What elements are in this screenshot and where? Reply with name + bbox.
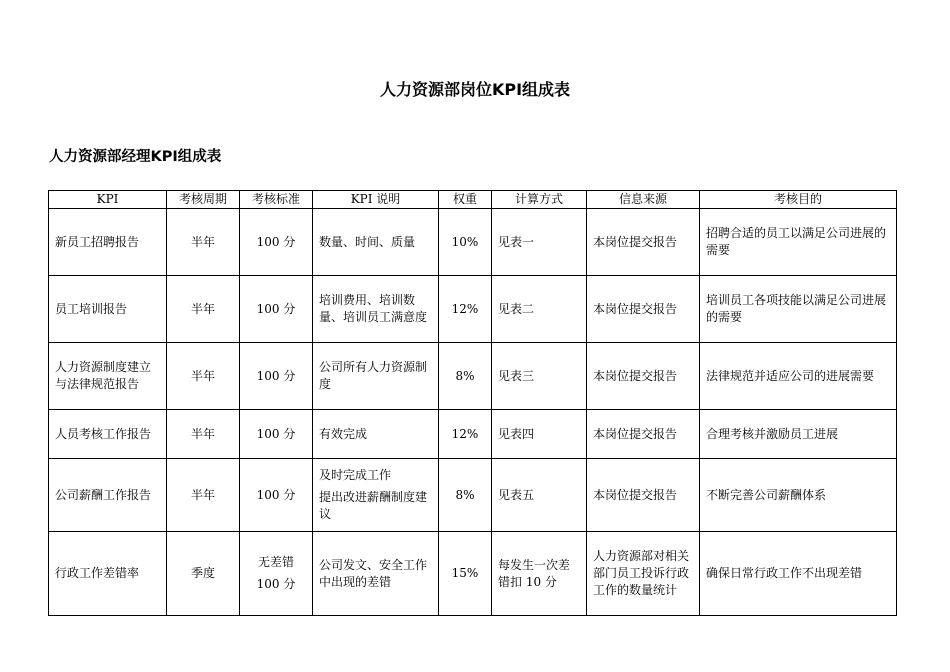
cell-purpose: 不断完善公司薪酬体系 (700, 459, 897, 532)
header-standard: 考核标准 (240, 191, 313, 209)
table-header-row (49, 191, 897, 209)
description-line: 及时完成工作 (319, 468, 392, 482)
cell-standard (240, 532, 313, 616)
cell-period: 半年 (167, 459, 240, 532)
cell-period: 半年 (167, 209, 240, 276)
cell-purpose: 招聘合适的员工以满足公司进展的需要 (700, 209, 897, 276)
cell-kpi: 公司薪酬工作报告 (49, 459, 167, 532)
table-row (49, 209, 897, 276)
description-line: 提出改进薪酬制度建议 (319, 490, 428, 521)
header-weight: 权重 (439, 191, 492, 209)
description-line: 公司所有人力资源制度 (319, 360, 428, 391)
cell-kpi: 新员工招聘报告 (49, 209, 167, 276)
header-description: KPI 说明 (313, 191, 439, 209)
cell-source: 本岗位提交报告 (587, 276, 700, 343)
cell-purpose: 确保日常行政工作不出现差错 (700, 532, 897, 616)
cell-kpi: 行政工作差错率 (49, 532, 167, 616)
description-line: 有效完成 (319, 426, 368, 441)
table-row (49, 410, 897, 459)
cell-method: 见表四 (492, 410, 587, 459)
cell-standard (240, 276, 313, 343)
cell-source: 人力资源部对相关部门员工投诉行政工作的数量统计 (587, 532, 700, 616)
standard-line: 100 分 (256, 234, 296, 249)
header-source: 信息来源 (587, 191, 700, 209)
cell-method: 见表二 (492, 276, 587, 343)
table-row (49, 343, 897, 410)
standard-line: 100 分 (256, 368, 296, 383)
cell-standard (240, 209, 313, 276)
cell-source: 本岗位提交报告 (587, 209, 700, 276)
cell-standard (240, 343, 313, 410)
cell-description (313, 532, 439, 616)
cell-method: 每发生一次差错扣 10 分 (492, 532, 587, 616)
cell-kpi: 员工培训报告 (49, 276, 167, 343)
cell-weight: 8% (439, 343, 492, 410)
standard-line: 100 分 (256, 577, 296, 591)
section-title: 人力资源部经理KPI组成表 (49, 149, 222, 165)
cell-period: 半年 (167, 276, 240, 343)
cell-source: 本岗位提交报告 (587, 343, 700, 410)
cell-purpose: 合理考核并激励员工进展 (700, 410, 897, 459)
cell-method: 见表三 (492, 343, 587, 410)
cell-purpose: 培训员工各项技能以满足公司进展的需要 (700, 276, 897, 343)
cell-purpose: 法律规范并适应公司的进展需要 (700, 343, 897, 410)
cell-standard (240, 410, 313, 459)
cell-source: 本岗位提交报告 (587, 459, 700, 532)
cell-period: 季度 (167, 532, 240, 616)
standard-line: 100 分 (256, 301, 296, 316)
cell-description (313, 276, 439, 343)
cell-description (313, 459, 439, 532)
cell-period: 半年 (167, 410, 240, 459)
header-kpi: KPI (49, 191, 167, 209)
header-purpose: 考核目的 (700, 191, 897, 209)
description-line: 培训费用、培训数量、培训员工满意度 (319, 293, 428, 324)
cell-weight: 10% (439, 209, 492, 276)
header-period: 考核周期 (167, 191, 240, 209)
cell-description (313, 410, 439, 459)
cell-weight: 15% (439, 532, 492, 616)
cell-weight: 12% (439, 410, 492, 459)
table-row (49, 276, 897, 343)
description-line: 数量、时间、质量 (319, 234, 416, 249)
kpi-table (48, 190, 897, 616)
cell-description (313, 343, 439, 410)
cell-weight: 12% (439, 276, 492, 343)
cell-weight: 8% (439, 459, 492, 532)
cell-description (313, 209, 439, 276)
cell-kpi: 人员考核工作报告 (49, 410, 167, 459)
description-line: 公司发文、安全工作中出现的差错 (319, 557, 428, 589)
cell-kpi: 人力资源制度建立与法律规范报告 (49, 343, 167, 410)
cell-method: 见表一 (492, 209, 587, 276)
cell-period: 半年 (167, 343, 240, 410)
document-title: 人力资源部岗位KPI组成表 (379, 80, 571, 99)
cell-method: 见表五 (492, 459, 587, 532)
standard-line: 100 分 (256, 487, 296, 502)
standard-line: 100 分 (256, 426, 296, 441)
header-method: 计算方式 (492, 191, 587, 209)
cell-standard (240, 459, 313, 532)
standard-line: 无差错 (257, 555, 294, 569)
table-row (49, 459, 897, 532)
cell-source: 本岗位提交报告 (587, 410, 700, 459)
table-row (49, 532, 897, 616)
